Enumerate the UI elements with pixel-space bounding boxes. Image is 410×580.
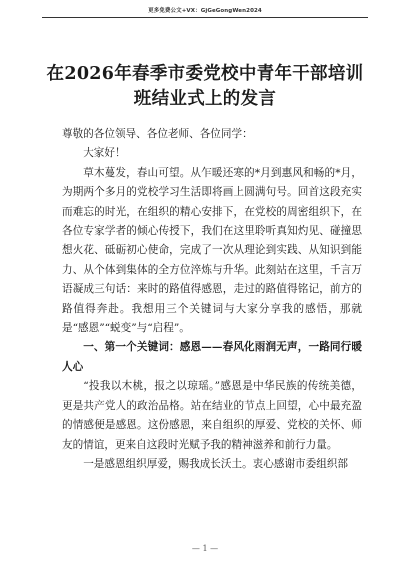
header-rule — [42, 17, 368, 18]
title-line-1: 在2026年春季市委党校中青年干部培训 — [46, 64, 364, 84]
section-1-heading: 一、第一个关键词：感恩——春风化雨润无声，一路同行暖人心 — [62, 341, 362, 373]
title-line-2: 班结业式上的发言 — [133, 89, 277, 109]
document-body — [62, 125, 362, 474]
paragraph-2: “投我以木桃，报之以琼瑶。”感恩是中华民族的传统美德，更是共产党人的政治品格。站在结业的节点上回望，心中最充盈的情感便是感恩。这份感恩，来自组织的厚爱、党校的关怀、师友的情谊，更来自这段时光赋予我的精神滋养和前行力量。 — [62, 380, 362, 451]
header-note: 更多免费公文+VX：GjGeGongWen2024 — [148, 8, 262, 14]
document-title — [30, 62, 380, 112]
greeting: 大家好！ — [83, 147, 126, 160]
paragraph-3: 一是感恩组织厚爱，赐我成长沃土。衷心感谢市委组织部 — [83, 457, 349, 470]
page-number: — 1 — — [191, 544, 219, 553]
paragraph-1: 草木蔓发，春山可望。从乍暖还寒的*月到惠风和畅的*月，为期两个多月的党校学习生活即将画上圆满句号。回首这段充实而难忘的时光，在组织的精心安排下，在党校的周密组织下，在各位专家学者的倾心传授下，我们在这里聆听真知灼见、碰撞思想火花、砥砺初心使命，完成了一次从理论到实践、从知识到能力、从个体到集体的全方位淬炼与升华。此刻站在这里，千言万语凝成三句话：来时的路值得感恩，走过的路值得铭记，前方的路值得奔赴。我想用三个关键词与大家分享我的感悟，那就是“感恩”“蜕变”与“启程”。 — [62, 166, 362, 335]
salutation: 尊敬的各位领导、各位老师、各位同学： — [62, 128, 253, 140]
